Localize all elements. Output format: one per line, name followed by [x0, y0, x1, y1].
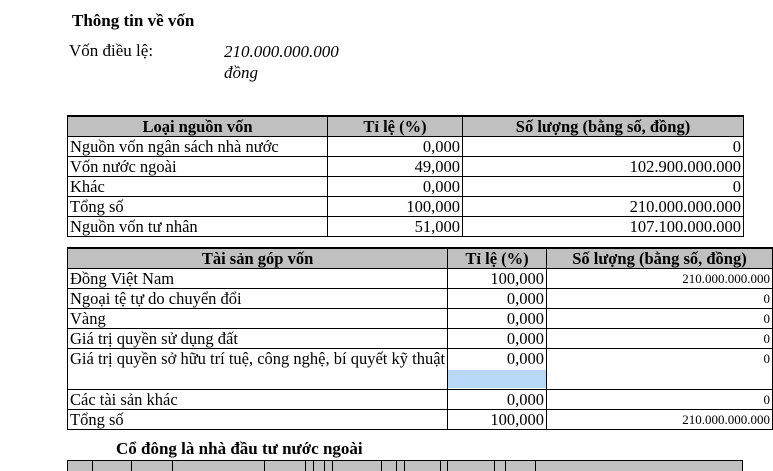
table-row — [68, 137, 744, 157]
table-row — [68, 289, 773, 309]
source-amount[interactable]: 0 — [463, 177, 744, 197]
asset-ratio[interactable]: 0,000 — [448, 390, 547, 410]
contributed-assets-table — [67, 247, 773, 430]
source-name[interactable]: Nguồn vốn ngân sách nhà nước — [68, 137, 328, 157]
table-row — [68, 197, 744, 217]
foreign-shareholders-title: Cổ đông là nhà đầu tư nước ngoài — [116, 439, 363, 458]
source-amount[interactable]: 102.900.000.000 — [463, 157, 744, 177]
source-ratio[interactable]: 49,000 — [328, 157, 463, 177]
source-ratio[interactable]: 0,000 — [328, 137, 463, 157]
asset-amount[interactable]: 210.000.000.000 — [546, 410, 772, 430]
column-header-amount: Số lượng (bằng số, đồng) — [546, 248, 772, 269]
table-row — [68, 329, 773, 349]
asset-name-text: Giá trị quyền sở hữu trí tuệ, công nghệ, bí quyết kỹ thuật — [70, 349, 446, 368]
foreign-shareholders-table-header — [67, 460, 743, 471]
source-name[interactable]: Nguồn vốn tư nhân — [68, 217, 328, 237]
source-amount[interactable]: 0 — [463, 137, 744, 157]
asset-ratio[interactable] — [448, 349, 547, 390]
asset-name[interactable]: Vàng — [68, 309, 448, 329]
asset-ratio[interactable]: 0,000 — [448, 289, 547, 309]
column-header-asset-type: Tài sản góp vốn — [68, 248, 448, 269]
source-name[interactable]: Vốn nước ngoài — [68, 157, 328, 177]
asset-name[interactable]: Các tài sản khác — [68, 390, 448, 410]
asset-name[interactable]: Ngoại tệ tự do chuyển đổi — [68, 289, 448, 309]
table-header-row — [68, 248, 773, 269]
column-header-ratio: Tỉ lệ (%) — [328, 116, 463, 137]
column-header-source-type: Loại nguồn vốn — [68, 116, 328, 137]
table-row — [68, 269, 773, 289]
asset-ratio[interactable]: 100,000 — [448, 410, 547, 430]
table-row — [68, 349, 773, 390]
asset-ratio[interactable]: 0,000 — [448, 329, 547, 349]
source-ratio[interactable]: 0,000 — [328, 177, 463, 197]
asset-amount[interactable]: 0 — [546, 309, 772, 329]
charter-capital-unit: đồng — [224, 63, 258, 82]
table-row — [68, 157, 744, 177]
asset-amount[interactable]: 0 — [546, 329, 772, 349]
asset-ratio[interactable]: 0,000 — [448, 309, 547, 329]
asset-amount[interactable]: 210.000.000.000 — [546, 269, 772, 289]
asset-amount[interactable]: 0 — [546, 390, 772, 410]
source-name[interactable]: Khác — [68, 177, 328, 197]
charter-capital-amount: 210.000.000.000 — [224, 42, 339, 61]
source-ratio[interactable]: 51,000 — [328, 217, 463, 237]
source-amount[interactable]: 107.100.000.000 — [463, 217, 744, 237]
column-header-ratio: Tỉ lệ (%) — [448, 248, 547, 269]
charter-capital-value — [224, 41, 364, 83]
asset-name[interactable]: Đồng Việt Nam — [68, 269, 448, 289]
selection-highlight — [448, 370, 546, 388]
table-row — [68, 410, 773, 430]
table-row — [68, 217, 744, 237]
asset-amount[interactable]: 0 — [546, 289, 772, 309]
table-header-row — [68, 116, 744, 137]
section-title: Thông tin về vốn — [72, 11, 195, 30]
table-row — [68, 309, 773, 329]
asset-name[interactable]: Giá trị quyền sử dụng đất — [68, 329, 448, 349]
asset-amount[interactable]: 0 — [546, 349, 772, 390]
table-row — [68, 390, 773, 410]
table-row — [68, 177, 744, 197]
source-amount[interactable]: 210.000.000.000 — [463, 197, 744, 217]
asset-name[interactable] — [68, 349, 448, 390]
capital-sources-table — [67, 115, 744, 237]
asset-ratio-text: 0,000 — [506, 349, 544, 368]
asset-ratio[interactable]: 100,000 — [448, 269, 547, 289]
asset-name[interactable]: Tổng số — [68, 410, 448, 430]
charter-capital-label: Vốn điều lệ: — [69, 41, 154, 60]
source-ratio[interactable]: 100,000 — [328, 197, 463, 217]
source-name[interactable]: Tổng số — [68, 197, 328, 217]
column-header-amount: Số lượng (bằng số, đồng) — [463, 116, 744, 137]
